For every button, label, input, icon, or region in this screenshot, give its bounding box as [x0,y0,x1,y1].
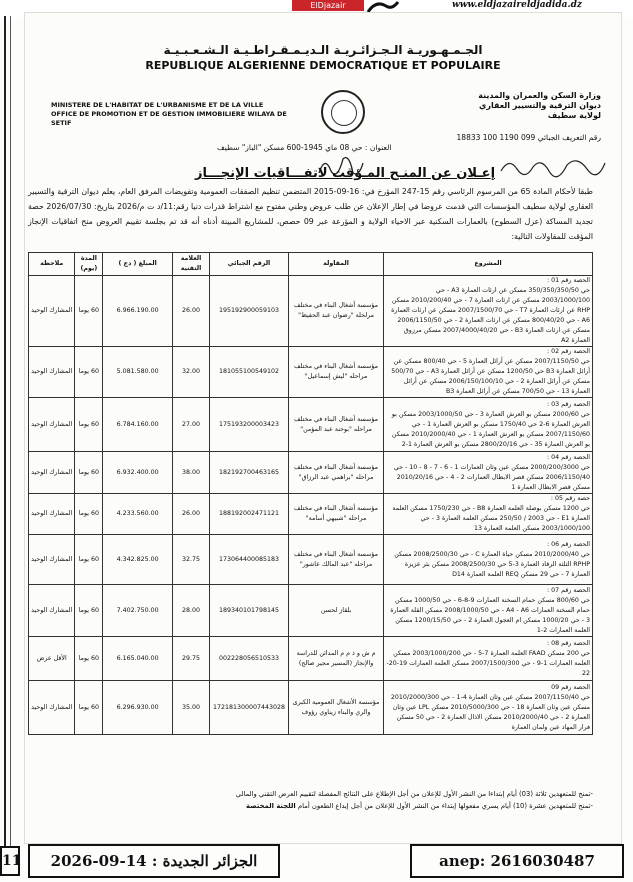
office-address: العنوان : حي 08 ماي 1945-600 مسكن "الباز" سطيف [217,143,392,152]
project-text: حي 2000/200/3000 مسكن عين وثان العمارات 1 - 6 - 7 - 8 - 10 - حي 2006/1150/40 مسكن قصر الابطال العمارات 2 - 4 - حي 2010/20/16 مسكن قصر الابطال العمارة 1 [393,463,590,491]
state-emblem-icon [321,90,365,134]
note-cell: المشارك الوحيد [29,452,75,494]
project-cell [384,535,593,585]
lot-label: الحصة رقم 02 : [547,348,590,355]
note-cell: المشارك الوحيد [29,276,75,347]
project-cell [384,585,593,637]
duration-cell: 60 يوما [75,494,103,535]
contractor-cell: مؤسسة أشغال البناء في مختلف مراحله "شبيهي أسامة" [288,494,383,535]
handwritten-date-icon [497,151,607,179]
lot-label: حصة رقم 05 : [550,495,590,502]
contractor-cell: مؤسسة أشغال البناء في مختلف مرلحلة "رضوان عبد الحفيظ" [288,276,383,347]
tax-id-cell: 002228056510533 [210,637,289,681]
project-cell [384,681,593,735]
project-text: حي 2007/1150/50 مسكن عن أرائل العمارة 5 - حي 800/40 مسكن عن أرائل العمارة B3 حي 1200/50 مسكن عن أرائل العمارة A3 - حي 500/70 مسكن عن أرائل العمارة 2 - حي 2006/150/100/10 مسكن عن أرائل العمارة 13 - حي 700/50 مسكن عن أرائل العمارة B3 [391,358,590,395]
score-cell: 32.75 [172,535,209,585]
contractor-cell: م ش و ذ م م المدائن للدراسة والإنجاز (المسير مجير صالح) [288,637,383,681]
table-row [29,276,593,347]
note-cell: المشارك الوحيد [29,585,75,637]
score-cell: 26.00 [172,494,209,535]
col-contractor: المقاولة [288,253,383,276]
amount-cell: 6.784.160.00 [103,398,173,452]
table-row [29,452,593,494]
tax-id-cell: 182192700463165 [210,452,289,494]
amount-cell: 7.402.750.00 [103,585,173,637]
note-cell: المشارك الوحيد [29,398,75,452]
note-cell: المشارك الوحيد [29,681,75,735]
contractor-cell: مؤسسة أشغال البناء في مختلف مراحله "بوحنة عبد المؤمن" [288,398,383,452]
duration-cell: 60 يوما [75,637,103,681]
newspaper-date: الجزائر الجديدة : 14-09-2026 [28,844,280,878]
note-2-text: -تمنح للمتعهدين عشرة (10) أيام يسري مفعولها إبتداء من النشر الأول للإعلان من أجل إيداع الطعون أمام [297,802,593,810]
lot-label: الحصة رقم 03 : [547,400,590,408]
amount-cell: 6.296.930.00 [103,681,173,735]
col-score: العلامة التقنية [172,253,209,276]
ministry-fr [51,101,291,128]
col-project: المشروع [384,253,593,276]
column-divider [4,16,6,848]
ministry-ar-line2: ديوان الترقية والتسيير العقاري [479,101,601,110]
score-cell: 35.00 [172,681,209,735]
col-note: ملاحظة [29,253,75,276]
note-cell: المشارك الوحيد [29,494,75,535]
score-cell: 28.00 [172,585,209,637]
tax-id-cell: 172181300007443028 [210,681,289,735]
tax-id-cell: 188192002471121 [210,494,289,535]
col-tax-id: الرقم الجبائي [210,253,289,276]
amount-cell: 6.165.040.00 [103,637,173,681]
note-cell: المشارك الوحيد [29,535,75,585]
project-text: حي 2007/1150/40 مسكن عين وثان العمارة 4-1 - حي 2010/2000/300 مسكن عين وثان العمارة 18 - حي 2010/5000/300 مسكن LPL عين وثان العمارة 2 - حي 2010/2000/40 مسكن الاذال العمارة 2 - حي 50 مسكن فرار المهاد عين ولمان العمارة [390,693,590,731]
ministry-ar-line1: وزارة السكن والعمران والمدينة [478,91,601,100]
duration-cell: 60 يوما [75,347,103,398]
site-url-link[interactable]: www.eldjazaireldjadida.dz [452,0,582,10]
col-amount: المبلغ ( دج ) [103,253,173,276]
lot-label: الحصة رقم 09 [551,683,590,691]
notes-block [28,788,593,812]
project-cell [384,398,593,452]
page-number: 11 [0,846,20,876]
note-cell: المشارك الوحيد [29,347,75,398]
ministry-fr-line2: OFFICE DE PROMOTION ET DE GESTION IMMOBILIERE WILAYA DE SETIF [51,110,287,127]
lot-label: الحصة رقم 06 : [547,540,590,548]
contractor-cell: مؤسسة أشغال البناء في مختلف مراحله "عبد المالك عاشور" [288,535,383,585]
duration-cell: 60 يوما [75,398,103,452]
lot-label: الحصة رقم 07 : [547,586,590,594]
lot-label: الحصة رقم 01 : [547,277,590,284]
score-cell: 29.75 [172,637,209,681]
table-row [29,398,593,452]
duration-cell: 60 يوما [75,276,103,347]
ministry-fr-line1: MINISTERE DE L'HABITAT DE L'URBANISME ET DE LA VILLE [51,101,264,109]
contractor-cell: مؤسسة الأشغال العمومية الكبرى والري والبناء زيناوي رؤوف [288,681,383,735]
project-cell [384,452,593,494]
tax-number: رقم التعريف الجبائي 099 1190 100 18833 [456,133,601,142]
tax-id-cell: 175193200003423 [210,398,289,452]
table-row [29,347,593,398]
tax-id-cell: 189340101798145 [210,585,289,637]
project-text: حي 2010/2000/40 مسكن حياة العمارة C - حي 2008/2500/30 مسكن RPHP الثلثة الرقاد العمارة 3-5 حي 2008/2500/30 مسكن بئر عزيزة العمارة 7 - حي 29 مسكن REQ العلمة العمارة D14 [394,550,590,578]
tax-id-cell: 173064400085183 [210,535,289,585]
column-divider-thin [10,16,11,848]
awards-table [28,252,593,735]
republic-title-ar: الجـمـهـوريـة الـجـزائـريـة الـديـمـقـراطـيـة الـشـعـبـيـة [163,43,483,57]
project-cell [384,276,593,347]
score-cell: 32.00 [172,347,209,398]
amount-cell: 4.342.825.00 [103,535,173,585]
score-cell: 38.00 [172,452,209,494]
lot-label: الحصة رقم 08 : [547,639,590,647]
intro-paragraph: طبقا لأحكام المادة 65 من المرسوم الرئاسي رقم 15-247 المؤرخ في: 16-09-2015 المتضمن تنظيم الصفقات العمومية وتفويضات المرفق العام، يعلم ديوان الترقية والتسيير العقاري لولاية سطيف المؤسسات التي قدمت عروضا في إطار الإعلان عن طلب عروض وطني مفتوح مع اشتراط قدرات دنيا رقم:11/د ت م/2026 بتاريخ: 2026/07/30 حصة تجديد المساكة (عزل السطوح) بالعمارات السكنية عبر الاحياء الولاية و المؤرعة عبر 09 حصص، للمشاريع المبينة أدناه أنه قد تم بجلسة تقييم العروض منح اتفاقيات الإنجاز المؤقت للمقاولات التالية: [28,187,594,241]
lot-label: الحصة رقم 04 : [547,453,590,461]
project-text: حي 350/350/350/50 مسكن عن ارئات العمارة A3 - حي 2003/1000/100 مسكن عن ارئات العمارة 7 - حي 2010/200/40 مسكن RHP عن ارئات العمارة T7 - حي 2007/1500/70 مسكن عن ارئات العمارة A6 - حي 800/40/20 مسكن عن ارئات العمارة 2 - حي 2006/1150/50 مسكن عن ارئات العمارة B3 - حي 2007/4000/40/20 مسكن مرزوق العمارة A2 [391,287,590,344]
amount-cell: 6.966.190.00 [103,276,173,347]
duration-cell: 60 يوما [75,585,103,637]
duration-cell: 60 يوما [75,452,103,494]
table-header-row [29,253,593,276]
project-text: حي 1200 مسكن بوصلة العلمة العمارة B8 - حي 1750/230 مسكن العلمة العمارة E1 - حي 2003 / 250/50 مسكن العلمة العمارة 3 - حي 2003/1000/100 مسكن العلمة العمارة 13 [392,505,590,532]
table-row [29,637,593,681]
table-row [29,585,593,637]
amount-cell: 6.932.400.00 [103,452,173,494]
amount-cell: 5.081.580.00 [103,347,173,398]
score-cell: 27.00 [172,398,209,452]
project-text: حي 800/60 مسكن حمام السخنة العمارات 9-8-6 - حي 1000/50 مسكن حمام السخنة العمارات A4 - A6 - حي 2008/1000/50 مسكن القلة العمارة 3 - حي 1000/20 مسكن ام العجول العمارة 2 - حي 1200/15/50 مسكن العلمة العمارات 2-1 [390,596,590,634]
note-cell: الأقل عرض [29,637,75,681]
anep-reference: anep: 2616030487 [410,844,624,878]
brand-label[interactable]: ElDjazair [292,0,364,11]
contractor-cell: بلقاز لحسن [288,585,383,637]
ministry-ar [381,91,601,121]
project-cell [384,637,593,681]
contractor-cell: مؤسسة أشغال البناء في مختلف مراحله "براهمي عبد الرزاق" [288,452,383,494]
tax-id-cell: 195192900059103 [210,276,289,347]
project-cell [384,494,593,535]
table-row [29,535,593,585]
project-text: حي 2000/60 مسكن بو العرش العمارة 3 - حي 2003/1000/50 مسكن بو العرش العمارة 6-2 حي 1750/40 مسكن بو العرش العمارة 1 - حي 2007/1150/60 مسكن بو العرش العمارة 1 - حي 2010/2000/40 مسكن بو العرش العمارة 35 - حي 2800/20/16 مسكن بو العرش العمارة 1-2 [391,410,590,448]
amount-cell: 4.233.560.00 [103,494,173,535]
project-text: حي 200 مسكن FAAD العلمة العمارة 7-5 - حي 2003/1000/200 مسكن العلمة العمارات 1-9 - حي 2007/1500/300 مسكن العلمة العمارات 19-20-22 [386,649,590,677]
score-cell: 26.00 [172,276,209,347]
republic-title-fr: REPUBLIQUE ALGERIENNE DEMOCRATIQUE ET POPULAIRE [145,59,501,72]
note-2 [28,800,593,812]
committee-label: اللجنة المختصة [246,802,296,810]
table-row [29,494,593,535]
announcement-title: إعـلان عن المنـح المـؤقت لاتفـــاقيات الإنجـــاز [195,166,496,181]
note-1: -تمنح للمتعهدين ثلاثة (03) أيام إبتداءا من النشر الأول للإعلان من أجل الإطلاع على النتائج المفصلة لتقييم العرض التقني والمالي [235,790,593,798]
duration-cell: 60 يوما [75,535,103,585]
ministry-ar-line3: لولاية سطيف [547,111,601,120]
duration-cell: 60 يوما [75,681,103,735]
table-row [29,681,593,735]
project-cell [384,347,593,398]
contractor-cell: مؤسسة أشغال البناء في مختلف مراحله "ليش إسماعيل" [288,347,383,398]
col-duration: المدة (يوم) [75,253,103,276]
tax-id-cell: 181055100549102 [210,347,289,398]
